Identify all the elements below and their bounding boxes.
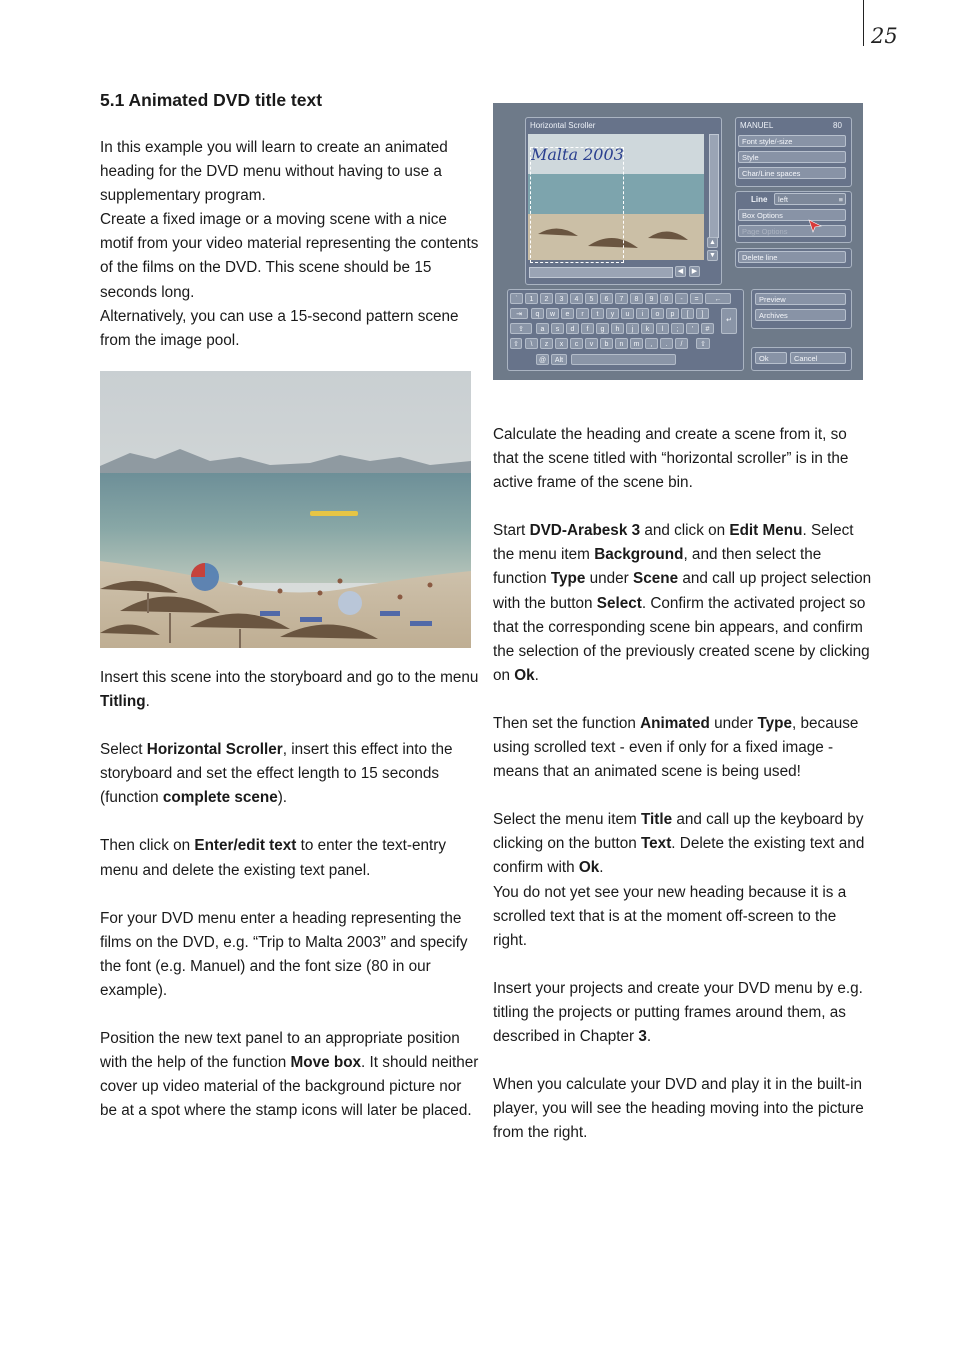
delete-line-button[interactable]: Delete line	[738, 251, 846, 263]
font-style-button[interactable]: Font style/-size	[738, 135, 846, 147]
left-body	[100, 666, 480, 1123]
keyboard-key[interactable]: .	[660, 338, 673, 349]
cancel-button[interactable]: Cancel	[790, 352, 846, 364]
style-button[interactable]: Style	[738, 151, 846, 163]
keyboard-key[interactable]: v	[585, 338, 598, 349]
box-options-button[interactable]: Box Options	[738, 209, 846, 221]
left-paragraph-4: For your DVD menu enter a heading representing the films on the DVD, e.g. “Trip to Malta 2003” and specify the font (e.g. Manuel) and the font size (80 in our example).	[100, 909, 468, 999]
vertical-scrollbar[interactable]	[709, 134, 719, 238]
line-alignment-select[interactable]: left ≡	[774, 193, 846, 205]
keyboard-key[interactable]: h	[611, 323, 624, 334]
keyboard-key[interactable]: 7	[615, 293, 628, 304]
keyboard-key[interactable]: r	[576, 308, 589, 319]
keyboard-key[interactable]: e	[561, 308, 574, 319]
keyboard-key[interactable]: i	[636, 308, 649, 319]
keyboard-key[interactable]: 2	[540, 293, 553, 304]
archives-button[interactable]: Archives	[755, 309, 846, 321]
preview-button[interactable]: Preview	[755, 293, 846, 305]
page-header-rule	[863, 0, 864, 46]
page-options-button[interactable]: Page Options	[738, 225, 846, 237]
keyboard-key[interactable]: -	[675, 293, 688, 304]
keyboard-key[interactable]: w	[546, 308, 559, 319]
keyboard-key[interactable]: j	[626, 323, 639, 334]
page-number: 25	[871, 24, 898, 48]
key-special[interactable]: @	[536, 354, 549, 365]
intro-line-3: Alternatively, you can use a 15-second pattern scene from the image pool.	[100, 307, 459, 349]
right-paragraph-3: Then set the function Animated under Type, because using scrolled text - even if only for a fixed image - means that an animated scene is being used!	[493, 714, 859, 781]
keyboard-key[interactable]: u	[621, 308, 634, 319]
keyboard-key[interactable]: \	[525, 338, 538, 349]
keyboard-key[interactable]: 4	[570, 293, 583, 304]
font-name: MANUEL	[740, 121, 774, 130]
keyboard-key[interactable]: f	[581, 323, 594, 334]
intro-paragraph	[100, 136, 480, 353]
keyboard-key[interactable]: 8	[630, 293, 643, 304]
keyboard-key[interactable]: ]	[696, 308, 709, 319]
intro-line-1: In this example you will learn to create an animated heading for the DVD menu without having to use a supplementary program.	[100, 139, 448, 205]
scroll-up-button[interactable]: ▲	[707, 237, 718, 248]
beach-photo	[100, 371, 471, 648]
right-paragraph-6: When you calculate your DVD and play it in the built-in player, you will see the heading moving into the picture from the right.	[493, 1076, 864, 1142]
keyboard-key[interactable]: y	[606, 308, 619, 319]
text-box-frame[interactable]	[530, 147, 624, 263]
keyboard-key[interactable]: =	[690, 293, 703, 304]
keyboard-key[interactable]: m	[630, 338, 643, 349]
enter-key[interactable]: ↵	[721, 308, 737, 334]
keyboard-key[interactable]: l	[656, 323, 669, 334]
keyboard-key[interactable]: [	[681, 308, 694, 319]
shift-right-key[interactable]: ⇧	[696, 338, 710, 349]
preview-title: Horizontal Scroller	[530, 121, 596, 130]
preview-overlay-text: Malta 2003	[531, 145, 624, 164]
keyboard-key[interactable]: 9	[645, 293, 658, 304]
right-body	[493, 423, 873, 1145]
left-paragraph-2: Select Horizontal Scroller, insert this effect into the storyboard and set the effect length to 15 seconds (function complete scene).	[100, 741, 453, 807]
keyboard-key[interactable]: a	[536, 323, 549, 334]
mouse-pointer-icon	[808, 219, 822, 233]
tab-key[interactable]: ⇥	[510, 308, 528, 319]
caps-key[interactable]: ⇪	[510, 323, 532, 334]
keyboard-key[interactable]: t	[591, 308, 604, 319]
ok-button[interactable]: Ok	[755, 352, 787, 364]
keyboard-key[interactable]: n	[615, 338, 628, 349]
keyboard-key[interactable]: q	[531, 308, 544, 319]
intro-line-2: Create a fixed image or a moving scene with a nice motif from your video material representing the contents of the films on the DVD. This scene should be 15 seconds long.	[100, 211, 479, 301]
alt-key[interactable]: Alt	[551, 354, 567, 365]
keyboard-key[interactable]: d	[566, 323, 579, 334]
keyboard-key[interactable]: #	[701, 323, 714, 334]
keyboard-key[interactable]: b	[600, 338, 613, 349]
horizontal-scrollbar[interactable]	[529, 267, 673, 278]
space-key[interactable]	[571, 354, 676, 365]
keyboard-key[interactable]: '	[686, 323, 699, 334]
font-size: 80	[833, 121, 842, 130]
right-paragraph-4: Select the menu item Title and call up the keyboard by clicking on the button Text. Delete the existing text and confirm with Ok. You do not yet see your new heading because it is a scrolled text that is at the moment off-screen to the right.	[493, 811, 865, 949]
shift-left-key[interactable]: ⇧	[510, 338, 522, 349]
right-paragraph-1: Calculate the heading and create a scene from it, so that the scene titled with “horizontal scroller” is in the active frame of the scene bin.	[493, 426, 849, 492]
keyboard-key[interactable]: k	[641, 323, 654, 334]
intro-section	[100, 88, 480, 353]
keyboard-key[interactable]: p	[666, 308, 679, 319]
left-paragraph-1: Insert this scene into the storyboard and go to the menu Titling.	[100, 669, 479, 711]
scroll-right-button[interactable]: ▶	[689, 266, 700, 277]
software-screenshot	[493, 103, 863, 380]
left-paragraph-3: Then click on Enter/edit text to enter the text-entry menu and delete the existing text panel.	[100, 837, 447, 879]
keyboard-key[interactable]: 6	[600, 293, 613, 304]
keyboard-key[interactable]: g	[596, 323, 609, 334]
keyboard-key[interactable]: 3	[555, 293, 568, 304]
left-paragraph-5: Position the new text panel to an appropriate position with the help of the function Move box. It should neither cover up video material of the background picture nor be at a spot where the stamp icons will later be placed.	[100, 1030, 479, 1120]
char-line-spaces-button[interactable]: Char/Line spaces	[738, 167, 846, 179]
right-paragraph-2: Start DVD-Arabesk 3 and click on Edit Menu. Select the menu item Background, and then select the function Type under Scene and call up project selection with the button Select. Confirm the activated project so that the corresponding scene bin appears, and confirm the selection of the previously created scene by clicking on Ok.	[493, 522, 872, 684]
key-backtick[interactable]: `	[510, 293, 523, 304]
keyboard-key[interactable]: c	[570, 338, 583, 349]
scroll-left-button[interactable]: ◀	[675, 266, 686, 277]
keyboard-key[interactable]: ,	[645, 338, 658, 349]
section-heading: 5.1 Animated DVD title text	[100, 90, 323, 110]
keyboard-key[interactable]: z	[540, 338, 553, 349]
keyboard-key[interactable]: s	[551, 323, 564, 334]
keyboard-key[interactable]: 0	[660, 293, 673, 304]
scroll-down-button[interactable]: ▼	[707, 250, 718, 261]
keyboard-key[interactable]: 5	[585, 293, 598, 304]
keyboard-key[interactable]: o	[651, 308, 664, 319]
keyboard-key[interactable]: /	[675, 338, 688, 349]
backspace-key[interactable]: ←	[705, 293, 731, 304]
right-paragraph-5: Insert your projects and create your DVD menu by e.g. titling the projects or putting frames around them, as described in Chapter 3.	[493, 979, 863, 1045]
keyboard-key[interactable]: ;	[671, 323, 684, 334]
keyboard-key[interactable]: x	[555, 338, 568, 349]
keyboard-key[interactable]: 1	[525, 293, 538, 304]
line-label: Line	[751, 195, 768, 204]
